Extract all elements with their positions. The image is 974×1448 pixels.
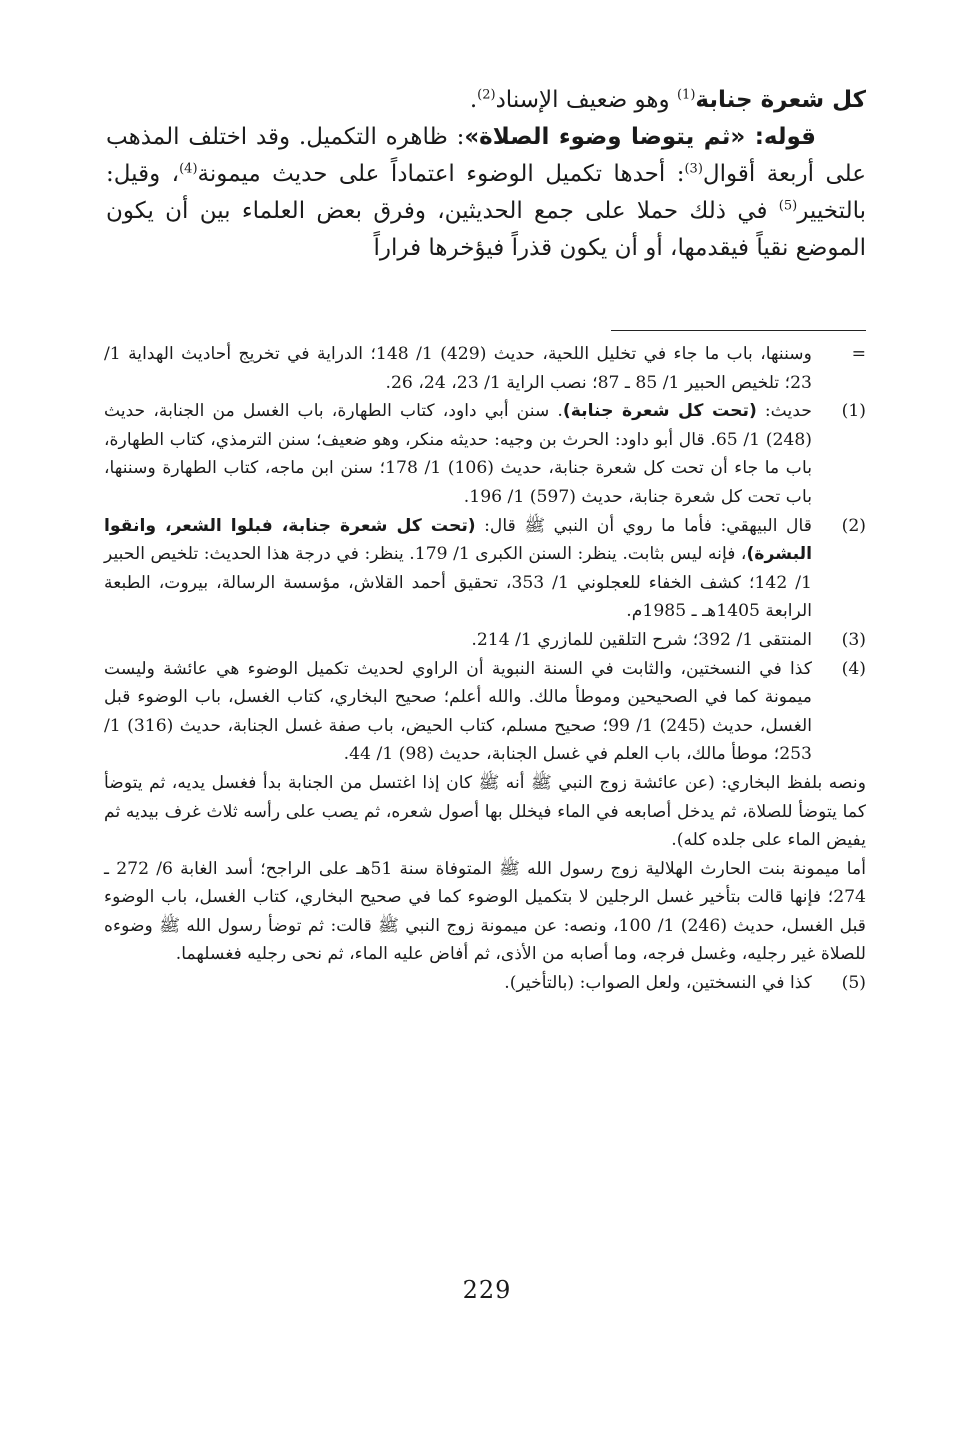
footnote-4-extra xyxy=(104,769,866,969)
footnotes xyxy=(104,340,866,998)
footnote-number: (2) xyxy=(841,515,866,536)
main-text-span: : أحدها تكميل الوضوء اعتماداً على حديث ميمونة xyxy=(197,161,685,187)
footnote-4 xyxy=(104,655,866,769)
main-paragraph-1 xyxy=(106,82,866,119)
continuation-marker: = xyxy=(851,344,866,364)
footnote-ref-4: (4) xyxy=(179,161,198,177)
footnote-text: كذا في النسختين، والثابت في السنة النبوية أن الراوي لحديث تكميل الوضوء هي عائشة وليست ميمونة كما في الصحيحين وموطأ مالك. والله أعلم؛ صحيح البخاري، كتاب الغسل، باب الوضوء قبل الغسل، حديث (245) 1/ 99؛ صحيح مسلم، كتاب الحيض، باب صفة غسل الجنابة، حديث (316) 1/ 253؛ موطأ مالك، باب العلم في غسل الجنابة، حديث (98) 1/ 44. xyxy=(104,658,813,765)
main-text-span: : ظاهره التكميل. وقد اختلف المذهب على أربعة أقوال xyxy=(106,124,866,187)
bold-phrase: كل شعرة جنابة xyxy=(695,87,866,113)
footnote-text: قال البيهقي: فأما ما روي أن النبي ﷺ قال: xyxy=(475,515,812,536)
footnote-number: (1) xyxy=(841,401,866,422)
footnote-2 xyxy=(104,512,866,626)
footnote-ref-5: (5) xyxy=(778,198,798,214)
quoted-phrase: قوله: «ثم يتوضا وضوء الصلاة» xyxy=(464,124,816,150)
footnote-ref-2: (2) xyxy=(477,87,496,103)
main-text xyxy=(106,82,866,267)
main-paragraph-2 xyxy=(106,119,866,267)
footnote-1 xyxy=(104,397,866,511)
main-text-span: ، وقيل: بالتخيير xyxy=(106,161,866,224)
footnote-divider xyxy=(611,330,866,331)
footnote-text: . سنن أبي داود، كتاب الطهارة، باب الغسل من الجنابة، حديث (248) 1/ 65. قال أبو داود: الحرث بن وجيه: حديثه منكر، وهو ضعيف؛ سنن الترمذي، كتاب الطهارة، باب ما جاء أن تحت كل شعرة جنابة، حديث (106) 1/ 178؛ سنن ابن ماجه، كتاب الطهارة وسننها، باب تحت كل شعرة جنابة، حديث (597) 1/ 196. xyxy=(104,401,813,507)
footnote-ref-3: (3) xyxy=(684,161,703,177)
footnote-number: (4) xyxy=(841,658,866,679)
page-number: 229 xyxy=(462,1276,512,1304)
footnote-number: (3) xyxy=(841,629,866,650)
footnote-text: وسننها، باب ما جاء في تخليل اللحية، حديث (429) 1/ 148؛ الدراية في تخريج أحاديث الهداية 1/ 23؛ تلخيص الحبير 1/ 85 ـ 87؛ نصب الراية 1/ 23، 24، 26. xyxy=(104,344,812,393)
footnote-3 xyxy=(104,626,866,655)
main-text-span: في ذلك حملا على جمع الحديثين، وفرق بعض العلماء بين أن يكون الموضع نقياً فيقدمها، أو أن يكون قذراً فيؤخرها فراراً xyxy=(106,198,866,261)
footnote-bold: (تحت كل شعرة جنابة، فبلوا الشعر، وانقوا البشرة) xyxy=(104,515,812,565)
footnote-number: (5) xyxy=(841,973,866,994)
footnote-paragraph: ونصه بلفظ البخاري: (عن عائشة زوج النبي ﷺ أنه ﷺ كان إذا اغتسل من الجنابة بدأ فغسل يديه، ثم يتوضأ كما يتوضأ للصلاة، ثم يدخل أصابعه في الماء فيخلل بها أصول شعره، ثم يصب على رأسه ثلاث غرف بيديه ثم يفيض الماء على جلده كله). xyxy=(104,772,866,851)
footnote-text: حديث: xyxy=(756,401,812,422)
main-text-span: . xyxy=(469,87,478,113)
footnote-text: المنتقى 1/ 392؛ شرح التلقين للمازري 1/ 214. xyxy=(471,629,812,650)
footnote-continuation xyxy=(104,340,866,397)
footnote-text: ، فإنه ليس بثابت. ينظر: السنن الكبرى 1/ 179. ينظر: في درجة هذا الحديث: تلخيص الحبير 1/ 142؛ كشف الخفاء للعجلوني 1/ 353، تحقيق أحمد القلاش، مؤسسة الرسالة، بيروت، الطبعة الرابعة 1405هـ ـ 1985م. xyxy=(104,544,812,622)
footnote-text: كذا في النسختين، ولعل الصواب: (بالتأخير). xyxy=(504,973,812,994)
main-text-span: وهو ضعيف الإسناد xyxy=(495,87,677,113)
footnote-ref-1: (1) xyxy=(676,87,696,103)
footnote-5 xyxy=(104,969,866,998)
footnote-paragraph: أما ميمونة بنت الحارث الهلالية زوج رسول الله ﷺ المتوفاة سنة 51هـ على الراجح؛ أسد الغابة 6/ 272 ـ 274؛ فإنها قالت بتأخير غسل الرجلين لا بتكميل الوضوء كما في صحيح البخاري، كتاب الغسل، باب الوضوء قبل الغسل، حديث (246) 1/ 100، ونصه: عن ميمونة زوج النبي ﷺ قالت: ثم توضأ رسول الله ﷺ وضوءه للصلاة غير رجليه، وغسل فرجه، وما أصابه من الأذى، ثم أفاض عليه الماء، ثم نحى رجليه فغسلهما. xyxy=(104,858,867,965)
footnote-bold: (تحت كل شعرة جنابة) xyxy=(562,401,757,422)
